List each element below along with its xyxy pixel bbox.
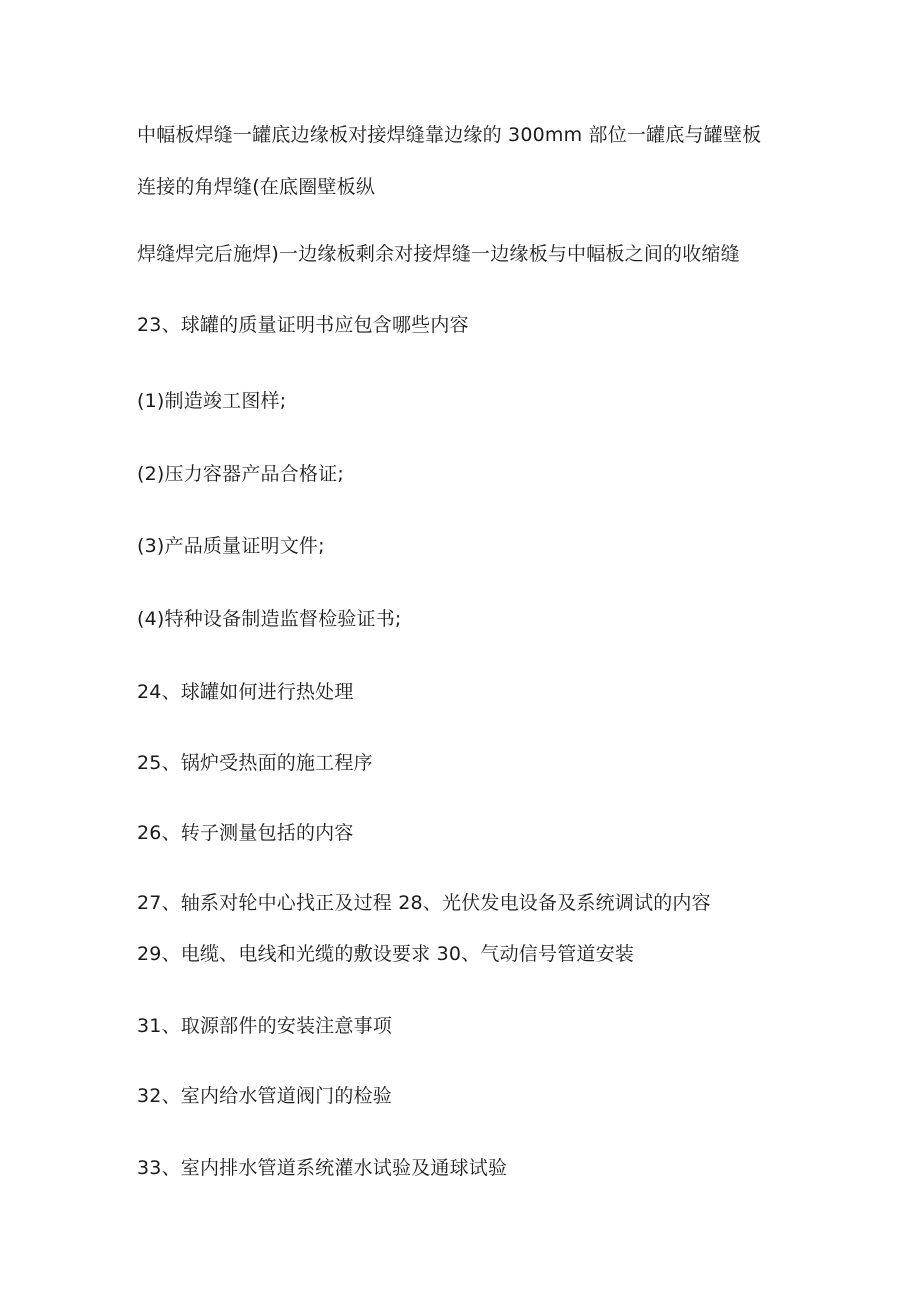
question-31: 31、取源部件的安装注意事项: [137, 1015, 392, 1037]
question-24: 24、球罐如何进行热处理: [137, 681, 354, 703]
paragraph-line-weld-sequence-1: 中幅板焊缝一罐底边缘板对接焊缝靠边缘的 300mm 部位一罐底与罐壁板: [137, 124, 762, 146]
question-27-28: 27、轴系对轮中心找正及过程 28、光伏发电设备及系统调试的内容: [137, 892, 711, 914]
list-item-4: (4)特种设备制造监督检验证书;: [137, 608, 402, 630]
list-item-2: (2)压力容器产品合格证;: [137, 463, 344, 485]
question-23: 23、球罐的质量证明书应包含哪些内容: [137, 314, 469, 336]
list-item-1: (1)制造竣工图样;: [137, 390, 287, 412]
question-26: 26、转子测量包括的内容: [137, 822, 354, 844]
list-item-3: (3)产品质量证明文件;: [137, 535, 325, 557]
paragraph-line-weld-sequence-2: 连接的角焊缝(在底圈壁板纵: [137, 176, 376, 198]
paragraph-line-weld-sequence-3: 焊缝焊完后施焊)一边缘板剩余对接焊缝一边缘板与中幅板之间的收缩缝: [137, 243, 740, 265]
question-33: 33、室内排水管道系统灌水试验及通球试验: [137, 1157, 508, 1179]
question-29-30: 29、电缆、电线和光缆的敷设要求 30、气动信号管道安装: [137, 943, 634, 965]
question-25: 25、锅炉受热面的施工程序: [137, 752, 373, 774]
question-32: 32、室内给水管道阀门的检验: [137, 1085, 392, 1107]
